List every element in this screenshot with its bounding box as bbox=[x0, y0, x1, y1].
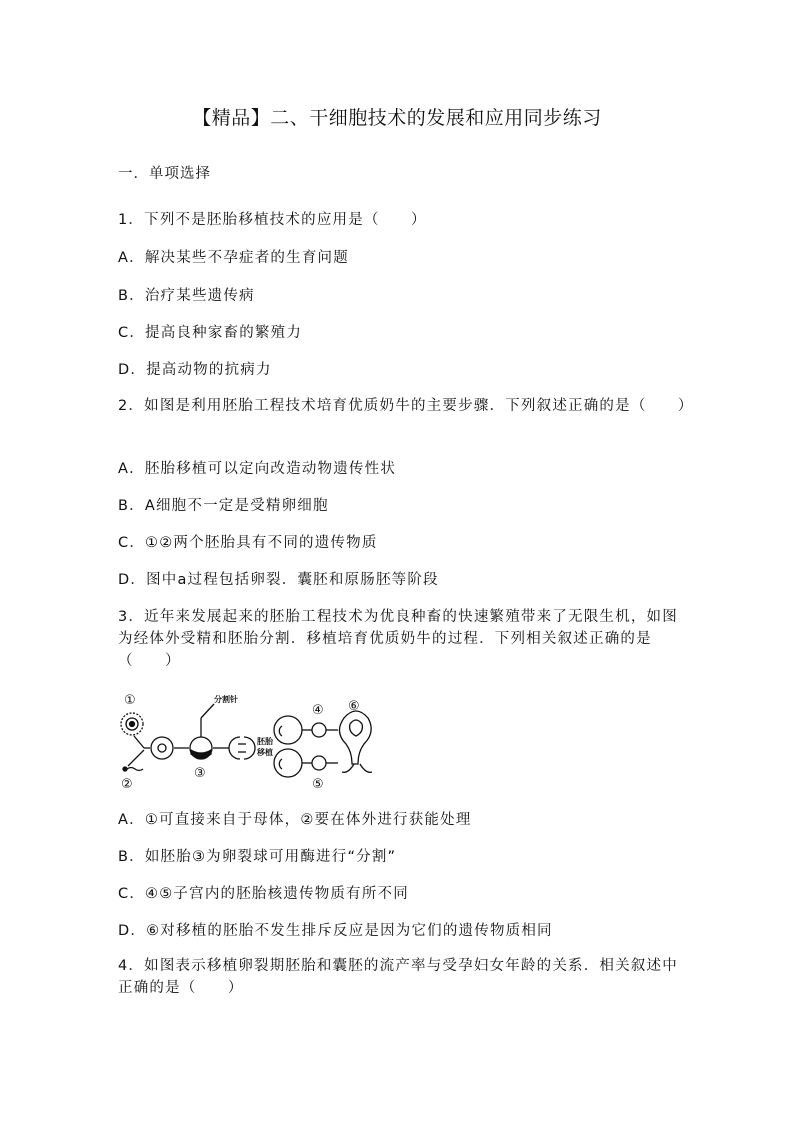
question-2-option-d: D．图中a过程包括卵裂．囊胚和原肠胚等阶段 bbox=[118, 572, 439, 588]
question-3-option-b: B．如胚胎③为卵裂球可用酶进行“分割” bbox=[118, 849, 397, 865]
figure-label-5: ⑤ bbox=[312, 777, 324, 790]
section-heading: 一．单项选择 bbox=[118, 166, 211, 182]
figure-label-1: ① bbox=[124, 693, 136, 708]
question-2-option-b: B．A细胞不一定是受精卵细胞 bbox=[118, 498, 329, 514]
question-3-option-d: D．⑥对移植的胚胎不发生排斥反应是因为它们的遗传物质相同 bbox=[118, 923, 553, 939]
question-2-option-a: A．胚胎移植可以定向改造动物遗传性状 bbox=[118, 461, 397, 477]
embryo-transfer-figure bbox=[118, 688, 378, 790]
question-2-option-c: C．①②两个胚胎具有不同的遗传物质 bbox=[118, 535, 378, 551]
question-1-option-c: C．提高良种家畜的繁殖力 bbox=[118, 325, 303, 341]
figure-label-needle: 分割针 bbox=[214, 695, 238, 704]
question-4-stem: 4．如图表示移植卵裂期胚胎和囊胚的流产率与受孕妇女年龄的关系．相关叙述中正确的是（ ） bbox=[118, 958, 678, 996]
page-title: 【精品】二、干细胞技术的发展和应用同步练习 bbox=[192, 107, 602, 129]
figure-label-2: ② bbox=[121, 777, 133, 790]
question-3-option-c: C．④⑤子宫内的胚胎核遗传物质有所不同 bbox=[118, 886, 409, 902]
figure-label-transfer-2: 移植 bbox=[257, 748, 273, 757]
figure-label-4: ④ bbox=[312, 703, 324, 718]
figure-label-6: ⑥ bbox=[348, 699, 360, 714]
question-2-stem: 2．如图是利用胚胎工程技术培育优质奶牛的主要步骤．下列叙述正确的是（ ） bbox=[118, 398, 694, 414]
figure-label-transfer-1: 胚胎 bbox=[257, 737, 273, 746]
question-1-option-a: A．解决某些不孕症者的生育问题 bbox=[118, 250, 349, 266]
question-3-option-a: A．①可直接来自于母体，②要在体外进行获能处理 bbox=[118, 812, 472, 828]
figure-label-3: ③ bbox=[194, 766, 206, 781]
question-3-stem: 3．近年来发展起来的胚胎工程技术为优良种畜的快速繁殖带来了无限生机，如图为经体外受精和胚胎分割．移植培育优质奶牛的过程．下列相关叙述正确的是（ ） bbox=[118, 609, 678, 669]
question-1-option-d: D．提高动物的抗病力 bbox=[118, 362, 272, 378]
question-1-stem: 1．下列不是胚胎移植技术的应用是（ ） bbox=[118, 212, 427, 228]
question-1-option-b: B．治疗某些遗传病 bbox=[118, 288, 255, 304]
